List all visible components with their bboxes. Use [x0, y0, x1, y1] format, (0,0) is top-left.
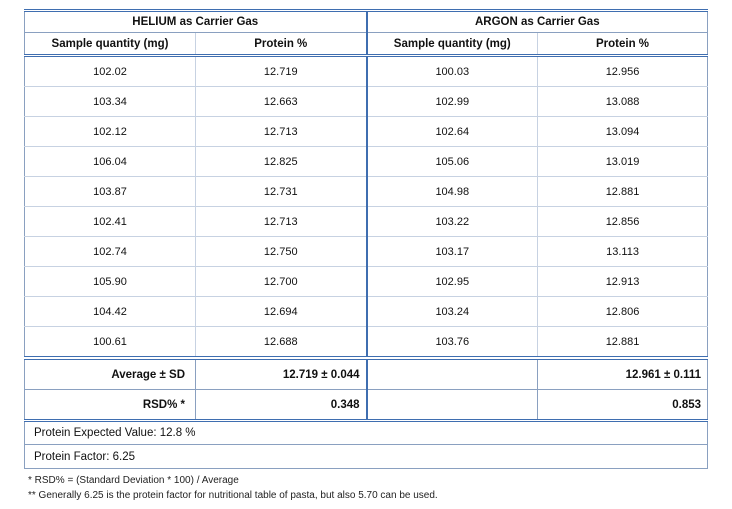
ar-protein-cell: 12.881 — [538, 177, 708, 207]
ar-protein-cell: 13.019 — [538, 147, 708, 177]
protein-factor: Protein Factor: 6.25 — [25, 445, 708, 469]
he-protein-cell: 12.713 — [196, 207, 367, 237]
he-protein-cell: 12.825 — [196, 147, 367, 177]
ar-sample-cell: 103.76 — [367, 327, 538, 359]
he-sample-header: Sample quantity (mg) — [25, 33, 196, 56]
expected-value-row — [25, 421, 708, 445]
ar-protein-cell: 12.913 — [538, 267, 708, 297]
ar-sample-cell: 105.06 — [367, 147, 538, 177]
he-protein-header: Protein % — [196, 33, 367, 56]
table-row — [25, 237, 708, 267]
table-row — [25, 117, 708, 147]
he-protein-cell: 12.750 — [196, 237, 367, 267]
protein-factor-row — [25, 445, 708, 469]
ar-sample-cell: 102.64 — [367, 117, 538, 147]
rsd-row — [25, 390, 708, 421]
footnote-protein-factor: ** Generally 6.25 is the protein factor for nutritional table of pasta, but also 5.70 can be used. — [28, 490, 438, 501]
ar-protein-cell: 12.881 — [538, 327, 708, 359]
ar-average-empty — [367, 358, 538, 390]
he-rsd-value: 0.348 — [196, 390, 367, 421]
he-sample-cell: 102.41 — [25, 207, 196, 237]
ar-sample-cell: 102.99 — [367, 87, 538, 117]
ar-protein-cell: 12.856 — [538, 207, 708, 237]
he-sample-cell: 105.90 — [25, 267, 196, 297]
average-label: Average ± SD — [25, 358, 196, 390]
argon-header: ARGON as Carrier Gas — [367, 11, 708, 33]
ar-protein-cell: 12.956 — [538, 56, 708, 87]
he-sample-cell: 102.02 — [25, 56, 196, 87]
rsd-label: RSD% * — [25, 390, 196, 421]
ar-average-value: 12.961 ± 0.111 — [538, 358, 708, 390]
footnote-rsd: * RSD% = (Standard Deviation * 100) / Average — [28, 475, 239, 486]
he-protein-cell: 12.731 — [196, 177, 367, 207]
ar-sample-cell: 100.03 — [367, 56, 538, 87]
ar-sample-cell: 103.17 — [367, 237, 538, 267]
ar-rsd-empty — [367, 390, 538, 421]
average-row — [25, 358, 708, 390]
table-row — [25, 147, 708, 177]
ar-sample-cell: 103.22 — [367, 207, 538, 237]
table-row — [25, 56, 708, 87]
ar-protein-cell: 12.806 — [538, 297, 708, 327]
he-sample-cell: 104.42 — [25, 297, 196, 327]
table-row — [25, 297, 708, 327]
he-sample-cell: 102.12 — [25, 117, 196, 147]
he-protein-cell: 12.694 — [196, 297, 367, 327]
table-row — [25, 87, 708, 117]
column-header-row — [25, 33, 708, 56]
he-protein-cell: 12.663 — [196, 87, 367, 117]
ar-protein-cell: 13.088 — [538, 87, 708, 117]
ar-sample-cell: 103.24 — [367, 297, 538, 327]
results-table — [24, 9, 708, 469]
ar-sample-cell: 102.95 — [367, 267, 538, 297]
table-row — [25, 327, 708, 359]
ar-protein-cell: 13.113 — [538, 237, 708, 267]
he-protein-cell: 12.688 — [196, 327, 367, 359]
helium-header: HELIUM as Carrier Gas — [25, 11, 367, 33]
table-row — [25, 177, 708, 207]
he-protein-cell: 12.719 — [196, 56, 367, 87]
protein-expected-value: Protein Expected Value: 12.8 % — [25, 421, 708, 445]
he-protein-cell: 12.700 — [196, 267, 367, 297]
he-protein-cell: 12.713 — [196, 117, 367, 147]
he-sample-cell: 103.34 — [25, 87, 196, 117]
he-sample-cell: 106.04 — [25, 147, 196, 177]
he-sample-cell: 102.74 — [25, 237, 196, 267]
gas-header-row — [25, 11, 708, 33]
he-sample-cell: 100.61 — [25, 327, 196, 359]
ar-rsd-value: 0.853 — [538, 390, 708, 421]
ar-protein-header: Protein % — [538, 33, 708, 56]
table-row — [25, 207, 708, 237]
he-sample-cell: 103.87 — [25, 177, 196, 207]
ar-sample-header: Sample quantity (mg) — [367, 33, 538, 56]
he-average-value: 12.719 ± 0.044 — [196, 358, 367, 390]
ar-protein-cell: 13.094 — [538, 117, 708, 147]
table-row — [25, 267, 708, 297]
ar-sample-cell: 104.98 — [367, 177, 538, 207]
